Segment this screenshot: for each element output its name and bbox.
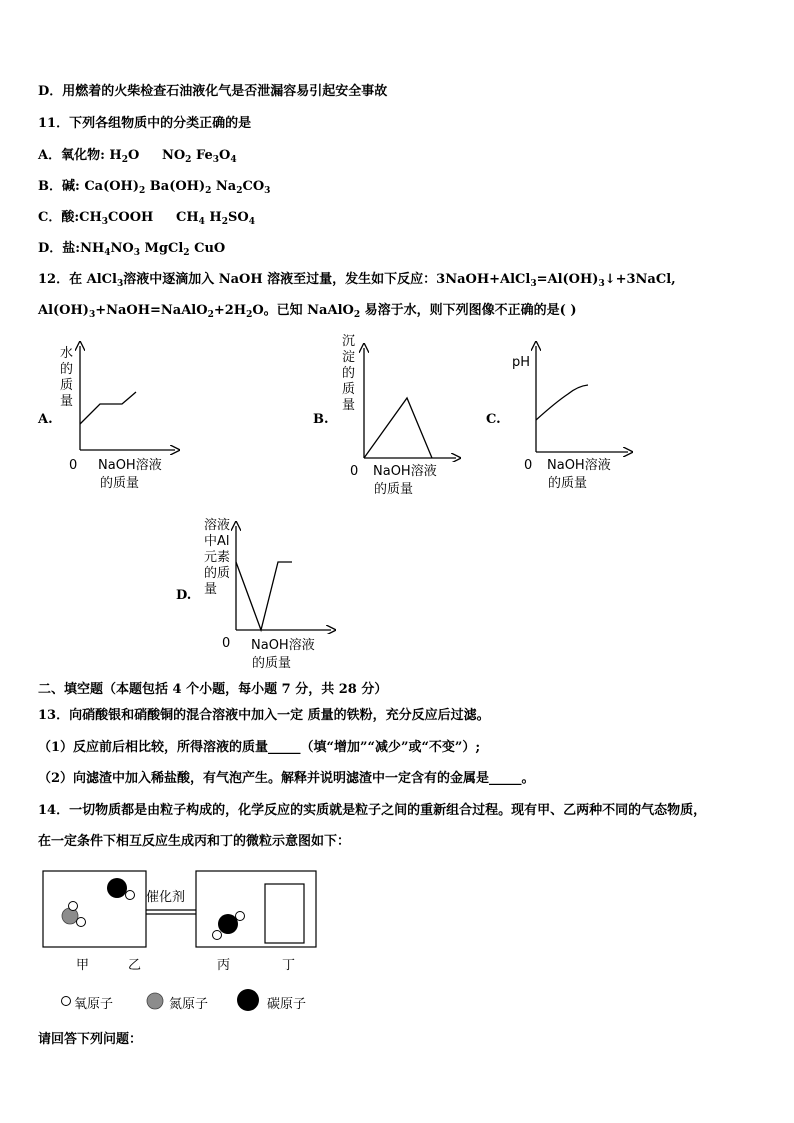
graph-d-xlabel1: NaOH溶液 — [251, 638, 315, 653]
graph-b-origin: 0 — [350, 464, 359, 479]
graph-d-axes — [226, 520, 338, 634]
oxygen-atom-yi — [126, 891, 135, 900]
graph-d-curve — [236, 562, 292, 630]
reactant-box — [43, 871, 146, 947]
q11-stem: 11．下列各组物质中的分类正确的是 — [38, 116, 252, 131]
graph-c-xlabel2: 的质量 — [548, 476, 588, 491]
label-ding: 丁 — [282, 958, 296, 973]
section-2-title: 二、填空题（本题包括 4 个小题，每小题 7 分，共 28 分） — [38, 682, 388, 697]
label-yi: 乙 — [128, 958, 142, 973]
oxygen-atom-jia-1 — [69, 902, 78, 911]
graph-b-curve — [364, 398, 432, 458]
legend-oxygen-label: 氧原子 — [74, 997, 114, 1012]
graph-d-ylabel: 溶液 中Al 元素 的质 量 — [204, 518, 231, 597]
graph-b-ylabel: 沉淀的质量 — [342, 334, 356, 413]
graph-c-option: C. — [486, 412, 501, 427]
oxygen-legend-icon — [62, 997, 71, 1006]
graph-b-option: B. — [313, 412, 329, 427]
q14-stem-line2: 在一定条件下相互反应生成丙和丁的微粒示意图如下： — [38, 834, 351, 849]
graph-c-xlabel1: NaOH溶液 — [547, 458, 611, 473]
oxygen-atom-bing-1 — [236, 912, 245, 921]
catalyst-label: 催化剂 — [146, 890, 186, 905]
label-jia: 甲 — [76, 958, 90, 973]
graph-a-option: A. — [38, 412, 53, 427]
reaction-diagram — [40, 866, 330, 956]
nitrogen-atom-jia — [62, 908, 78, 924]
graph-d-option: D. — [176, 588, 192, 603]
oxygen-atom-jia-2 — [77, 918, 86, 927]
graph-b-xlabel2: 的质量 — [374, 482, 414, 497]
graph-a-ylabel: 水的质量 — [60, 346, 74, 409]
graph-c-origin: 0 — [524, 458, 533, 473]
q13-stem: 13．向硝酸银和硝酸铜的混合溶液中加入一定 质量的铁粉，充分反应后过滤。 — [38, 708, 490, 723]
q13-part2: （2）向滤渣中加入稀盐酸，有气泡产生。解释并说明滤渣中一定含有的金属是_____。 — [38, 771, 535, 786]
graph-c-axes — [516, 340, 636, 460]
graph-a-axes — [60, 340, 180, 460]
graph-a-xlabel2: 的质量 — [100, 476, 140, 491]
q11-option-c: C．酸$:CH_3COOH$ $CH_4$ $H_2SO_4$ — [38, 210, 255, 227]
label-bing: 丙 — [217, 958, 231, 973]
q11-option-b: B．碱: $Ca(OH)_2$ $Ba(OH)_2$ $Na_2CO_3$ — [38, 179, 271, 196]
carbon-legend-icon — [237, 989, 259, 1011]
graph-c-ylabel: pH — [512, 355, 531, 370]
graph-d-origin: 0 — [222, 636, 231, 651]
graph-c-curve — [536, 385, 588, 420]
graph-b-xlabel1: NaOH溶液 — [373, 464, 437, 479]
graph-a-origin: 0 — [69, 458, 78, 473]
q12-stem-line2: $Al(OH)_3+NaOH=NaAlO_2+2H_2O$。已知 NaAlO$_2$ 易溶于水，则下列图像不正确的是( ) — [38, 303, 577, 320]
q14-prompt: 请回答下列问题： — [38, 1032, 143, 1047]
q13-part1: （1）反应前后相比较，所得溶液的质量_____（填“增加”“减少”或“不变”）; — [38, 740, 481, 755]
graph-b-axes — [344, 340, 464, 462]
oxygen-atom-bing-2 — [213, 931, 222, 940]
q10-option-d: D．用燃着的火柴检查石油液化气是否泄漏容易引起安全事故 — [38, 84, 388, 99]
carbon-atom-bing — [218, 914, 238, 934]
nitrogen-legend-icon — [147, 993, 163, 1009]
graph-d-xlabel2: 的质量 — [252, 656, 292, 671]
legend-carbon-label: 碳原子 — [267, 997, 307, 1012]
q14-stem-line1: 14．一切物质都是由粒子构成的，化学反应的实质就是粒子之间的重新组合过程。现有甲、乙两种不同的气态物质， — [38, 803, 707, 818]
ding-empty-box — [265, 884, 304, 943]
legend-nitrogen-label: 氮原子 — [169, 997, 209, 1012]
q12-stem-line1: 12．在 AlCl$_3$溶液中逐滴加入 NaOH 溶液至过量，发生如下反应：$3NaOH+AlCl_3=Al(OH)_3↓+3NaCl$, — [38, 272, 676, 289]
q11-option-d: D．盐$:NH_4NO_3$ MgCl$_2$ CuO — [38, 241, 226, 258]
graph-a-xlabel1: NaOH溶液 — [98, 458, 162, 473]
carbon-atom-yi — [107, 878, 127, 898]
graph-a-curve — [80, 392, 136, 424]
q11-option-a: A．氧化物: $H_2O$ $NO_2$ $Fe_3O_4$ — [38, 148, 237, 165]
